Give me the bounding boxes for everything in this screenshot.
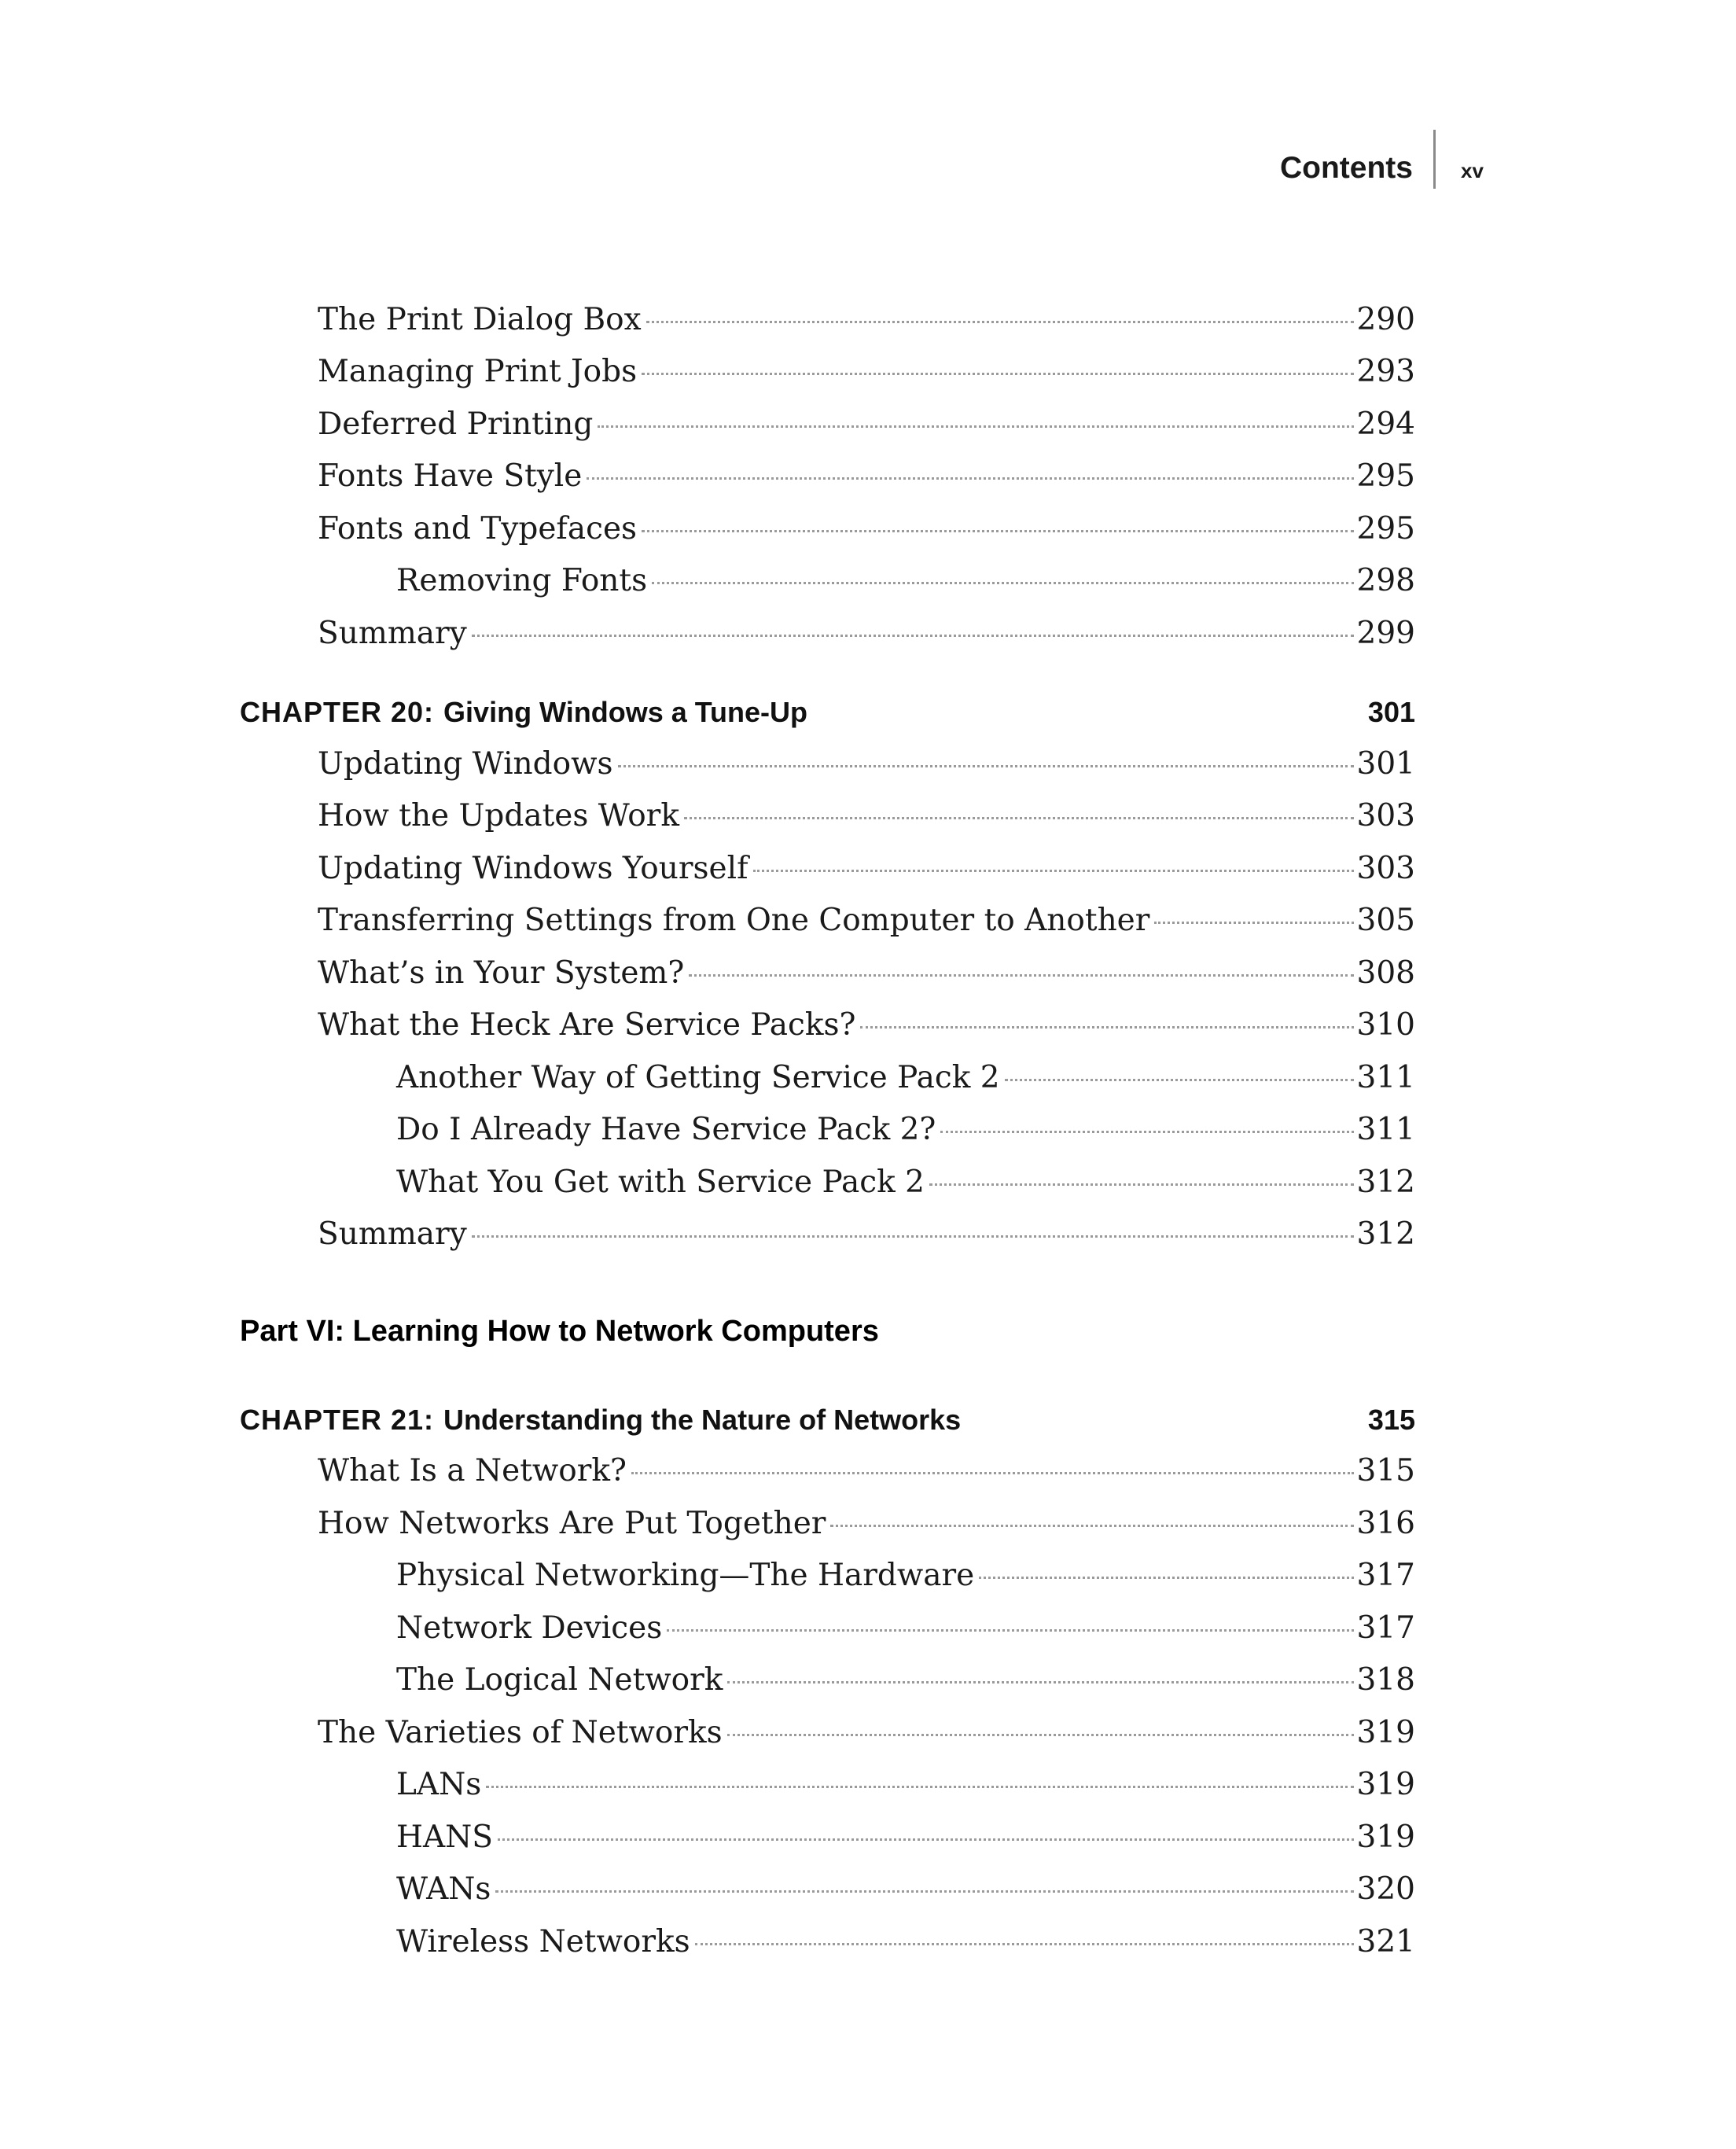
toc-subentry[interactable] bbox=[396, 1761, 1415, 1809]
toc-entry-page: 311 bbox=[1356, 1060, 1415, 1095]
toc-entry-title: Summary bbox=[318, 616, 467, 651]
dot-leader bbox=[689, 974, 1353, 977]
toc-subentry[interactable] bbox=[396, 1814, 1415, 1861]
dot-leader bbox=[684, 817, 1354, 819]
toc-entry-page: 312 bbox=[1356, 1165, 1415, 1200]
toc-entry-title: Fonts and Typefaces bbox=[318, 511, 638, 546]
toc-entry-page: 298 bbox=[1356, 563, 1415, 598]
dot-leader bbox=[979, 1577, 1353, 1579]
toc-entry-page: 317 bbox=[1356, 1610, 1415, 1646]
dot-leader bbox=[618, 765, 1354, 767]
toc-entry-title: What You Get with Service Pack 2 bbox=[396, 1165, 925, 1200]
toc-entry[interactable] bbox=[318, 348, 1415, 396]
toc-entry-page: 311 bbox=[1356, 1112, 1415, 1147]
toc-subentry[interactable] bbox=[396, 1054, 1415, 1102]
dot-leader bbox=[667, 1629, 1353, 1632]
toc-entry-title: The Logical Network bbox=[396, 1662, 723, 1698]
toc-entry-title: Fonts Have Style bbox=[318, 458, 583, 494]
chapter-title: Understanding the Nature of Networks bbox=[443, 1404, 962, 1436]
toc-entry-title: Network Devices bbox=[396, 1610, 663, 1646]
toc-entry-page: 293 bbox=[1356, 354, 1415, 389]
toc-entry-title: The Print Dialog Box bbox=[318, 302, 642, 337]
part-heading[interactable]: Part VI: Learning How to Network Computers bbox=[240, 1315, 879, 1348]
toc-entry-page: 290 bbox=[1356, 302, 1415, 337]
toc-entry-title: LANs bbox=[396, 1767, 482, 1802]
toc-entry-title: What’s in Your System? bbox=[318, 955, 685, 991]
toc-entry[interactable] bbox=[318, 453, 1415, 500]
toc-entry[interactable] bbox=[318, 1211, 1415, 1258]
toc-entry-title: Transferring Settings from One Computer to Another bbox=[318, 903, 1150, 938]
dot-leader bbox=[1154, 922, 1353, 924]
chapter-page: 301 bbox=[1367, 696, 1415, 728]
toc-entry[interactable] bbox=[318, 793, 1415, 840]
toc-entry-title: Summary bbox=[318, 1216, 467, 1252]
header-divider bbox=[1433, 130, 1436, 189]
header-title: Contents bbox=[1280, 151, 1413, 185]
toc-entry-page: 315 bbox=[1356, 1453, 1415, 1488]
page-number: xv bbox=[1461, 159, 1484, 182]
chapter-heading[interactable] bbox=[240, 689, 1415, 736]
toc-subentry[interactable] bbox=[396, 1919, 1415, 1966]
dot-leader bbox=[646, 321, 1354, 323]
toc-entry[interactable] bbox=[318, 950, 1415, 997]
dot-leader bbox=[940, 1131, 1353, 1133]
toc-entry-page: 305 bbox=[1356, 903, 1415, 938]
dot-leader bbox=[1005, 1079, 1354, 1081]
toc-entry-page: 295 bbox=[1356, 511, 1415, 546]
toc-entry-page: 319 bbox=[1356, 1767, 1415, 1802]
dot-leader bbox=[631, 1472, 1354, 1474]
toc-entry-page: 299 bbox=[1356, 616, 1415, 651]
toc-entry-page: 301 bbox=[1356, 746, 1415, 782]
toc-entry-title: Deferred Printing bbox=[318, 407, 594, 442]
toc-entry[interactable] bbox=[318, 401, 1415, 448]
toc-entry-title: Removing Fonts bbox=[396, 563, 648, 598]
dot-leader bbox=[472, 635, 1354, 637]
dot-leader bbox=[753, 870, 1354, 872]
toc-entry-page: 308 bbox=[1356, 955, 1415, 991]
toc-entry[interactable] bbox=[318, 610, 1415, 657]
toc-entry-page: 318 bbox=[1356, 1662, 1415, 1698]
toc-entry-title: Updating Windows bbox=[318, 746, 613, 782]
chapter-label: CHAPTER 20: bbox=[240, 696, 435, 728]
toc-entry-title: Updating Windows Yourself bbox=[318, 851, 748, 886]
dot-leader bbox=[727, 1681, 1353, 1684]
toc-entry-title: Another Way of Getting Service Pack 2 bbox=[396, 1060, 1000, 1095]
dot-leader bbox=[495, 1890, 1353, 1893]
toc-entry-title: What Is a Network? bbox=[318, 1453, 627, 1488]
toc-entry-page: 316 bbox=[1356, 1506, 1415, 1541]
toc-entry-page: 320 bbox=[1356, 1871, 1415, 1907]
running-header bbox=[0, 130, 1736, 193]
toc-entry[interactable] bbox=[318, 296, 1415, 344]
toc-entry-page: 294 bbox=[1356, 407, 1415, 442]
toc-entry-title: Physical Networking—The Hardware bbox=[396, 1558, 975, 1593]
toc-subentry[interactable] bbox=[396, 1866, 1415, 1913]
toc-entry[interactable] bbox=[318, 741, 1415, 788]
toc-entry-title: HANS bbox=[396, 1820, 494, 1855]
dot-leader bbox=[860, 1026, 1353, 1029]
dot-leader bbox=[642, 530, 1353, 532]
dot-leader bbox=[652, 582, 1353, 584]
chapter-title: Giving Windows a Tune-Up bbox=[443, 696, 808, 728]
toc-entry-page: 319 bbox=[1356, 1820, 1415, 1855]
toc-entry[interactable] bbox=[318, 1709, 1415, 1757]
toc-entry-title: Wireless Networks bbox=[396, 1924, 690, 1959]
toc-entry[interactable] bbox=[318, 1500, 1415, 1547]
toc-entry-title: The Varieties of Networks bbox=[318, 1715, 723, 1750]
chapter-label: CHAPTER 21: bbox=[240, 1404, 435, 1436]
dot-leader bbox=[587, 477, 1353, 480]
toc-entry-title: Do I Already Have Service Pack 2? bbox=[396, 1112, 936, 1147]
dot-leader bbox=[830, 1525, 1353, 1527]
dot-leader bbox=[486, 1786, 1353, 1788]
toc-subentry[interactable] bbox=[396, 1657, 1415, 1704]
toc-entry[interactable] bbox=[318, 1448, 1415, 1495]
toc-entry-page: 303 bbox=[1356, 798, 1415, 833]
dot-leader bbox=[498, 1838, 1354, 1841]
toc-subentry[interactable] bbox=[396, 557, 1415, 605]
dot-leader bbox=[695, 1943, 1354, 1945]
toc-entry-page: 321 bbox=[1356, 1924, 1415, 1959]
toc-entry[interactable] bbox=[318, 845, 1415, 892]
chapter-page: 315 bbox=[1367, 1404, 1415, 1436]
dot-leader bbox=[929, 1183, 1354, 1186]
toc-subentry[interactable] bbox=[396, 1552, 1415, 1599]
toc-entry[interactable] bbox=[318, 506, 1415, 553]
toc-entry-page: 319 bbox=[1356, 1715, 1415, 1750]
dot-leader bbox=[727, 1734, 1354, 1736]
toc-entry[interactable] bbox=[318, 1002, 1415, 1049]
toc-subentry[interactable] bbox=[396, 1159, 1415, 1206]
toc-entry-page: 303 bbox=[1356, 851, 1415, 886]
dot-leader bbox=[472, 1235, 1354, 1238]
toc-entry-page: 295 bbox=[1356, 458, 1415, 494]
toc-entry-title: How the Updates Work bbox=[318, 798, 679, 833]
toc-entry-page: 312 bbox=[1356, 1216, 1415, 1252]
toc-entry[interactable] bbox=[318, 897, 1415, 944]
chapter-heading[interactable] bbox=[240, 1396, 1415, 1444]
dot-leader bbox=[598, 425, 1353, 428]
toc-entry-page: 317 bbox=[1356, 1558, 1415, 1593]
toc-entry-title: Managing Print Jobs bbox=[318, 354, 638, 389]
toc-entry-title: What the Heck Are Service Packs? bbox=[318, 1007, 856, 1043]
toc-entry-title: How Networks Are Put Together bbox=[318, 1506, 826, 1541]
toc-entry-title: WANs bbox=[396, 1871, 491, 1907]
dot-leader bbox=[642, 373, 1353, 375]
toc-entry-page: 310 bbox=[1356, 1007, 1415, 1043]
toc-subentry[interactable] bbox=[396, 1605, 1415, 1652]
toc-subentry[interactable] bbox=[396, 1106, 1415, 1154]
